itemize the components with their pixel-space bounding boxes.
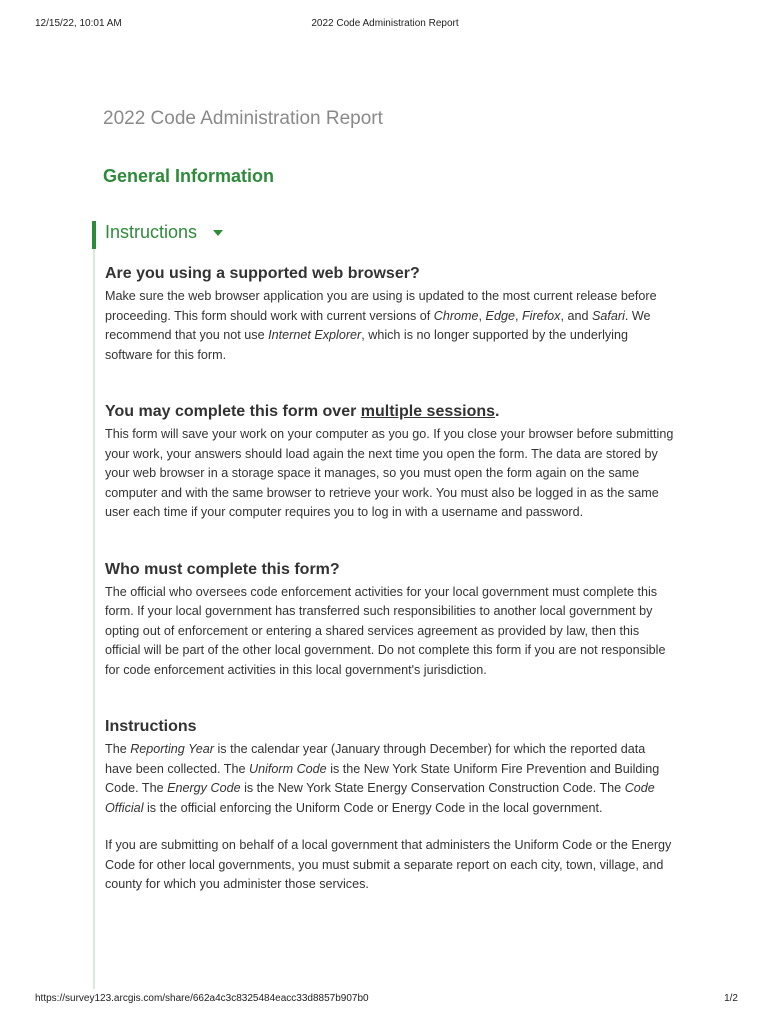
section-instructions <box>105 718 675 895</box>
section-browser <box>105 265 675 365</box>
section-sessions <box>105 403 675 523</box>
section-who <box>105 561 675 681</box>
caret-down-icon <box>213 230 223 236</box>
chrome-term: Chrome <box>433 308 479 323</box>
energy-code-term: Energy Code <box>167 781 241 795</box>
firefox-term: Firefox <box>521 308 561 323</box>
text-run: The <box>105 742 131 756</box>
instructions-body-1 <box>105 740 675 818</box>
who-body: The official who oversees code enforcement activities for your local government must complete this form. If your local government has transferred such responsibilities to another local government by opting out of enforcement or entering a shared services agreement as provided by law, then this official will be part of the other local government. Do not complete this form if you are not responsible for code enforcement activities in this local government's jurisdiction. <box>105 584 666 677</box>
text-run: , <box>514 308 522 323</box>
text-run: is the official enforcing the Uniform Code or Energy Code in the local government. <box>143 800 603 815</box>
text-run: . <box>495 403 500 420</box>
code-official-term: Code Official <box>105 781 655 815</box>
print-datetime: 12/15/22, 10:01 AM <box>35 18 122 29</box>
instructions-toggle-label: Instructions <box>105 222 198 242</box>
text-run: , and <box>560 308 592 323</box>
sessions-body: This form will save your work on your computer as you go. If you close your browser before submitting your work, your answers should load again the next time you open the form. The data are stored by your web browser in a storage space it manages, so you must open the form again on the same computer and with the same browser to retrieve your work. You must also be logged in as the same user each time if your computer requires you to log in with a username and password. <box>105 427 674 519</box>
multiple-sessions-link[interactable]: multiple sessions <box>360 403 496 420</box>
instructions-heading: Instructions <box>105 718 197 735</box>
text-run: is the New York State Uniform Fire Prevention and Building Code. The <box>105 761 660 795</box>
safari-term: Safari <box>591 308 625 323</box>
section-rail <box>93 249 95 989</box>
text-run: You may complete this form over <box>105 403 361 420</box>
text-run: is the calendar year (January through December) for which the reported data have been collected. The <box>105 742 646 776</box>
general-information-heading: General Information <box>103 166 275 186</box>
instructions-content <box>105 265 675 987</box>
uniform-code-term: Uniform Code <box>249 761 327 776</box>
internet-explorer-term: Internet Explorer <box>268 328 362 342</box>
print-doc-title: 2022 Code Administration Report <box>311 18 459 29</box>
report-title: 2022 Code Administration Report <box>103 108 383 129</box>
print-url: https://survey123.arcgis.com/share/662a4c3c8325484eacc33d8857b907b0 <box>35 993 369 1004</box>
edge-term: Edge <box>485 308 515 323</box>
text-run: Make sure the web browser application you are using is updated to the most current release before proceeding. This form should work with current versions of <box>105 289 657 323</box>
text-run: is the New York State Energy Conservation Construction Code. The <box>240 781 625 795</box>
text-run: , <box>478 308 486 323</box>
instructions-toggle[interactable] <box>105 222 223 243</box>
reporting-year-term: Reporting Year <box>130 742 214 756</box>
section-accent-bar <box>92 221 96 249</box>
print-page-number: 1/2 <box>724 993 738 1004</box>
text-run: , which is no longer supported by the underlying software for this form. <box>105 328 628 362</box>
sessions-heading <box>105 403 675 421</box>
text-run: . We recommend that you not use <box>105 308 651 342</box>
who-heading: Who must complete this form? <box>105 560 340 578</box>
browser-heading: Are you using a supported web browser? <box>105 265 420 282</box>
browser-body <box>105 287 675 365</box>
instructions-body-2: If you are submitting on behalf of a local government that administers the Uniform Code or the Energy Code for other local governments, you must submit a separate report on each city, town, village, and county for which you administer those services. <box>105 838 672 891</box>
